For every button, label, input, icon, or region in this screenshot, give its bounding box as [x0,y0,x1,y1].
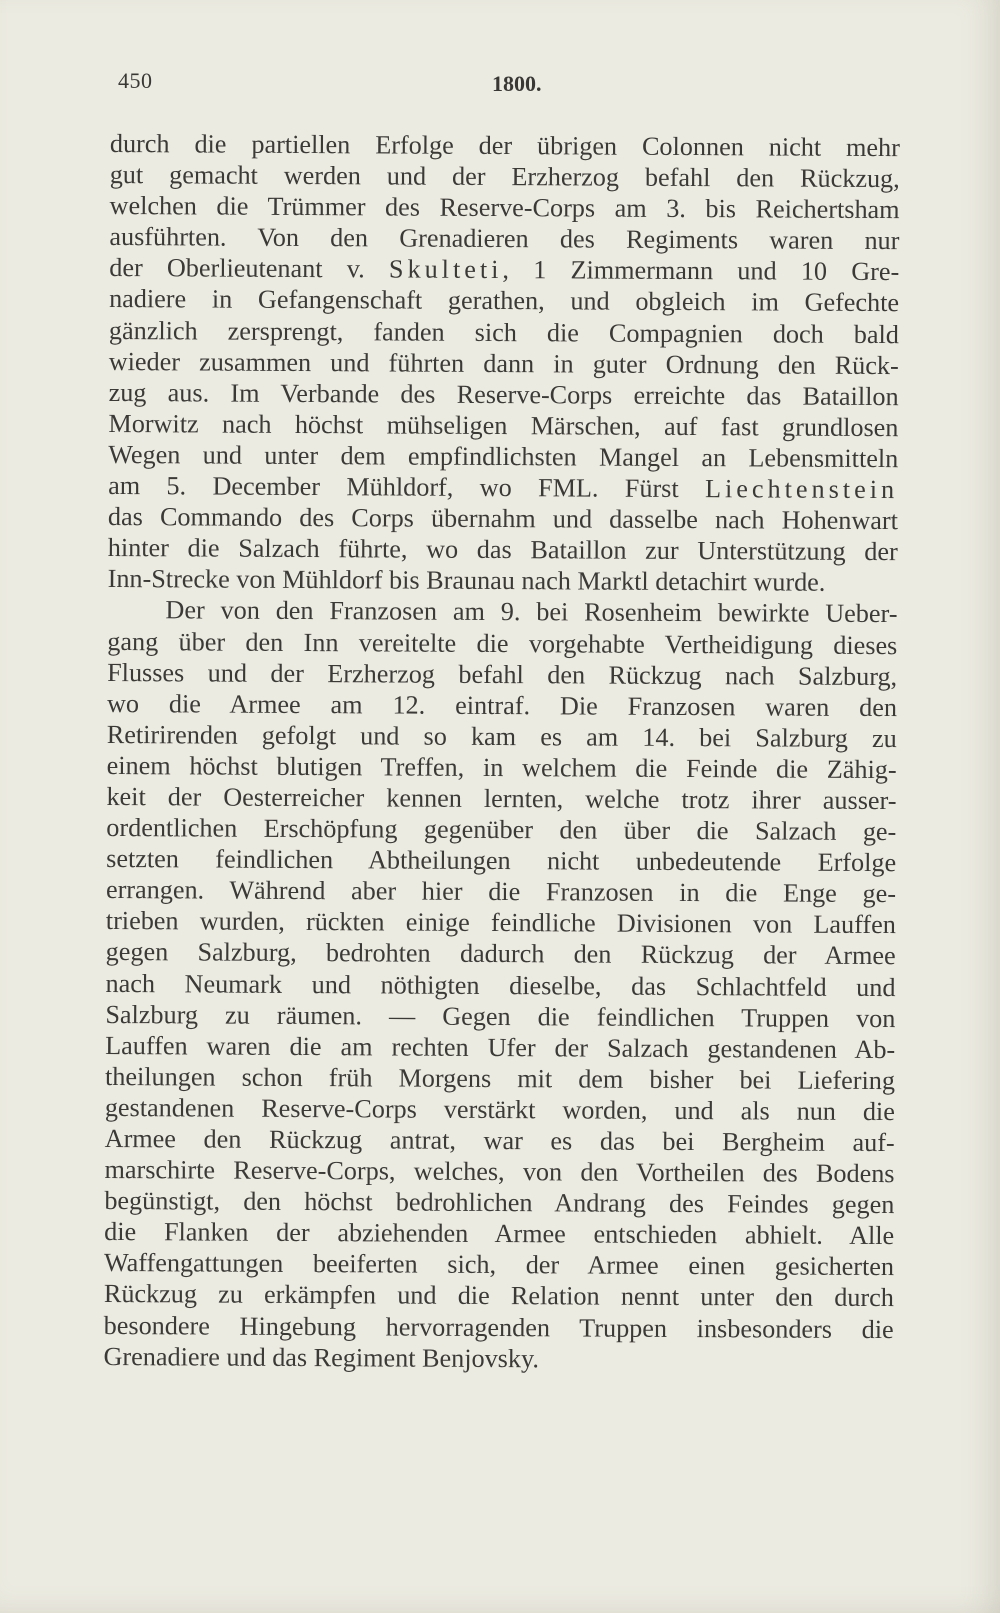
text-line [108,470,898,505]
text-line: Rückzug zu erkämpfen und die Relation nennt unter den durch [103,1279,894,1313]
text-line: errangen. Während aber hier die Franzosen in die Enge ge- [105,875,897,909]
text-line: nach Neumark und nöthigten dieselbe, das Schlachtfeld und [105,968,896,1002]
text-line: hinter die Salzach führte, wo das Bataillon zur Unterstützung der [107,533,898,567]
paragraph [103,594,897,1375]
text-line: Flusses und der Erzherzog befahl den Rückzug nach Salzburg, [107,657,898,691]
text-line: gestandenen Reserve-Corps verstärkt worden, und als nun die [104,1092,895,1127]
text-line [109,252,899,287]
text-line: Retirirenden gefolgt und so kam es am 14. bei Salzburg zu [106,719,897,753]
text-line: nadiere in Gefangenschaft gerathen, und obgleich im Gefechte [109,284,900,318]
text-line: ausführten. Von den Grenadieren des Regiments waren nur [109,222,900,256]
text-line: wo die Armee am 12. eintraf. Die Franzosen waren den [106,688,898,722]
text-line: setzten feindlichen Abtheilungen nicht unbedeutende Erfolge [106,844,897,878]
text-line: Inn-Strecke von Mühldorf bis Braunau nach Marktl detachirt wurde. [107,564,826,598]
text-line: gegen Salzburg, bedrohten dadurch den Rückzug der Armee [105,937,896,971]
paragraph [108,128,900,599]
text-line: begünstigt, den höchst bedrohlichen Andrang des Feindes gegen [104,1186,895,1220]
text-segment: am 5. December Mühldorf, wo FML. Fürst [108,471,706,504]
text-line: Wegen und unter dem empfindlichsten Mangel an Lebensmitteln [108,439,899,474]
text-line: Armee den Rückzug antrat, war es das bei Bergheim auf- [104,1123,895,1158]
page-number: 450 [118,68,153,93]
text-line: gänzlich zersprengt, fanden sich die Compagnien doch bald [108,315,900,349]
text-line: besondere Hingebung hervorragenden Truppen insbesonders die [103,1310,894,1344]
body-text [103,128,900,1376]
running-head-year: 1800. [492,71,542,96]
text-segment: der Oberlieutenant v. [109,253,390,284]
text-line: Der von den Franzosen am 9. bei Rosenheim bewirkte Ueber- [165,595,898,629]
spaced-name: Skulteti [388,254,503,285]
text-line: keit der Oesterreicher kennen lernten, welche trotz ihrer ausser- [106,781,897,816]
text-line: Salzburg zu räumen. — Gegen die feindlichen Truppen von [105,999,896,1033]
text-line: wieder zusammen und führten dann in guter Ordnung den Rück- [108,346,899,380]
text-line: einem höchst blutigen Treffen, in welchem die Feinde die Zähig- [106,750,897,785]
text-segment: , 1 Zimmermann und 10 Gre- [502,255,900,287]
text-line: Waffengattungen beeiferten sich, der Armee einen gesicherten [103,1248,895,1282]
spaced-name: Liechtenstein [704,474,899,505]
text-line: theilungen schon früh Morgens mit dem bisher bei Liefering [104,1061,896,1095]
text-line: Lauffen waren die am rechten Ufer der Salzach gestandenen Ab- [105,1030,896,1064]
text-line: das Commando des Corps übernahm und dasselbe nach Hohenwart [107,502,899,536]
text-line: durch die partiellen Erfolge der übrigen Colonnen nicht mehr [109,128,900,163]
text-line: Grenadiere und das Regiment Benjovsky. [103,1341,540,1373]
text-line: trieben wurden, rückten einige feindliche Divisionen von Lauffen [105,906,896,940]
text-line: die Flanken der abziehenden Armee entschieden abhielt. Alle [104,1217,895,1251]
text-line: marschirte Reserve-Corps, welches, von den Vortheilen des Bodens [104,1155,895,1189]
text-line: ordentlichen Erschöpfung gegenüber den über die Salzach ge- [106,813,897,847]
text-line: welchen die Trümmer des Reserve-Corps am 3. bis Reichertsham [109,191,900,225]
text-line: gut gemacht werden und der Erzherzog befahl den Rückzug, [109,160,900,194]
text-line: gang über den Inn vereitelte die vorgehabte Vertheidigung dieses [107,626,898,660]
text-line: zug aus. Im Verbande des Reserve-Corps erreichte das Bataillon [108,377,899,411]
text-line: Morwitz nach höchst mühseligen Märschen, auf fast grundlosen [108,408,899,442]
